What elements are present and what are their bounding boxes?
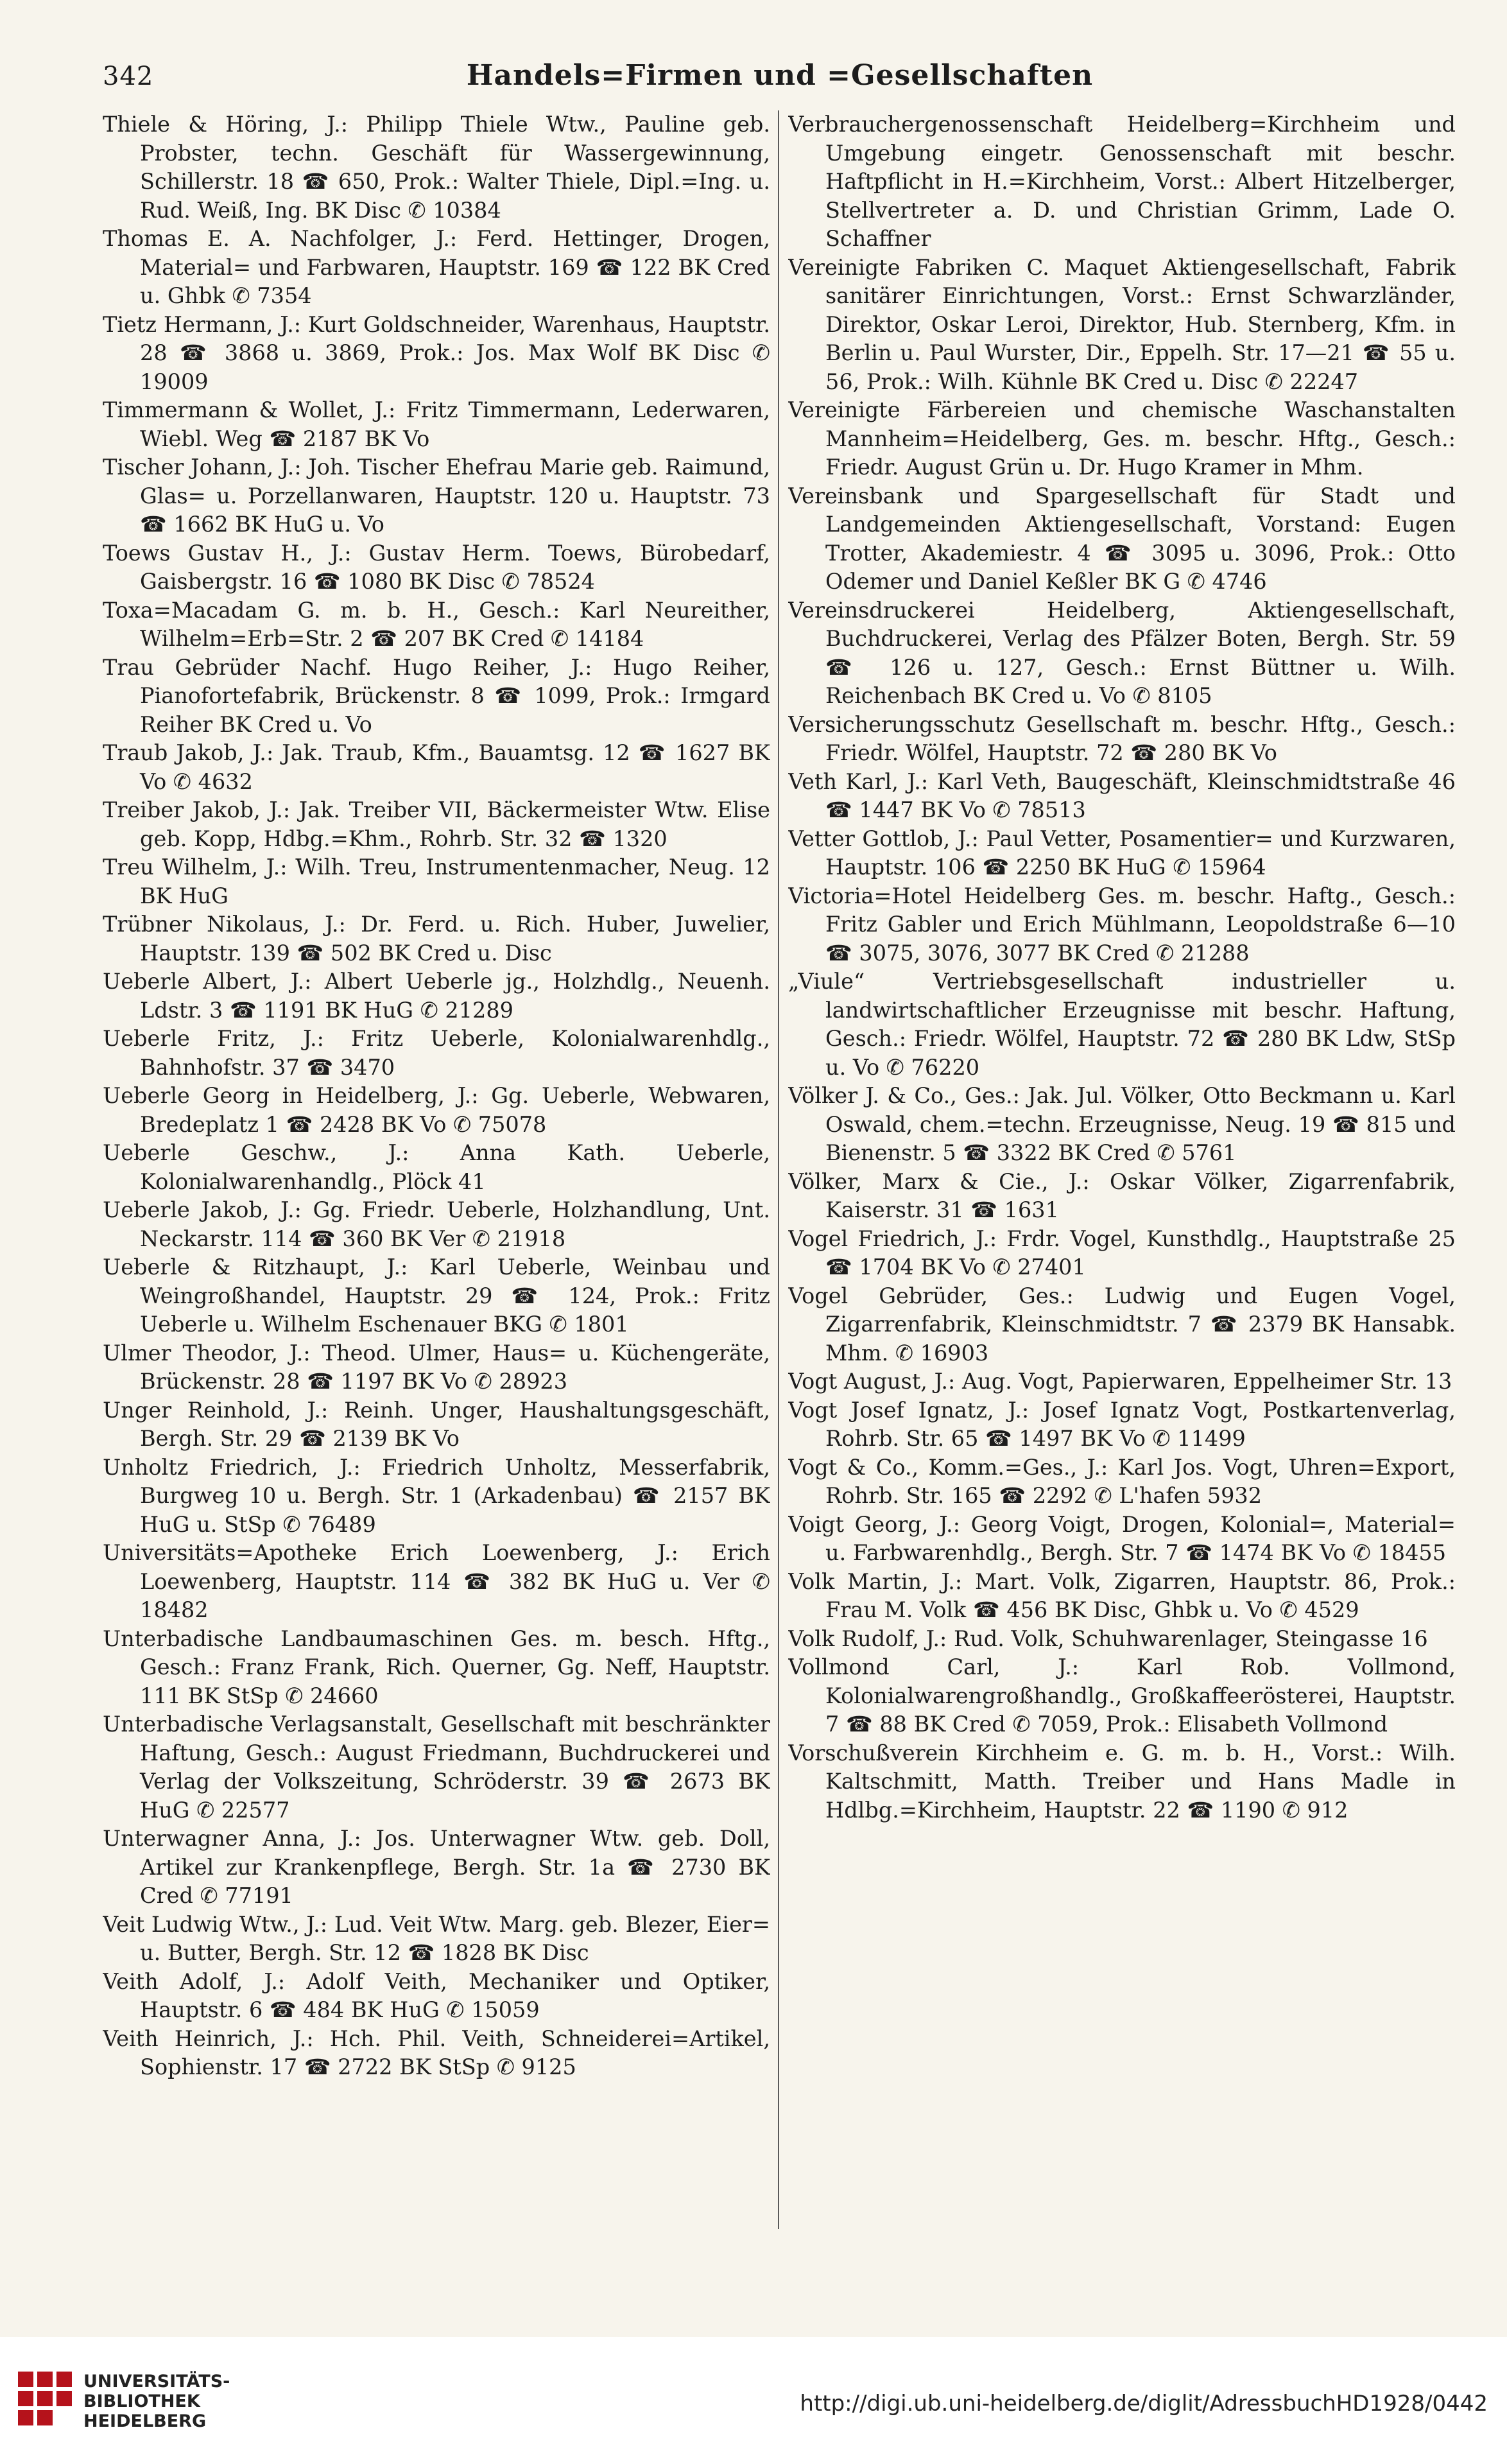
directory-entry: Universitäts=Apotheke Erich Loewenberg, J.: Erich Loewenberg, Hauptstr. 114 ☎ 382 BK HuG u. Ver ✆ 18482 [103, 1540, 770, 1622]
directory-entry: Toews Gustav H., J.: Gustav Herm. Toews, Bürobedarf, Gaisbergstr. 16 ☎ 1080 BK Disc ✆ 78524 [103, 540, 770, 594]
page-number: 342 [103, 62, 154, 91]
directory-entry: Toxa=Macadam G. m. b. H., Gesch.: Karl Neureither, Wilhelm=Erb=Str. 2 ☎ 207 BK Cred ✆ 14184 [103, 597, 770, 651]
directory-entry: Veit Ludwig Wtw., J.: Lud. Veit Wtw. Marg. geb. Blezer, Eier= u. Butter, Bergh. Str. 12 ☎ 1828 BK Disc [103, 1911, 770, 1965]
directory-entry: Veith Adolf, J.: Adolf Veith, Mechaniker und Optiker, Hauptstr. 6 ☎ 484 BK HuG ✆ 15059 [103, 1968, 770, 2022]
directory-entry: Unholtz Friedrich, J.: Friedrich Unholtz, Messerfabrik, Burgweg 10 u. Bergh. Str. 1 (Arkadenbau) ☎ 2157 BK HuG u. StSp ✆ 76489 [103, 1454, 770, 1537]
directory-entry: Voigt Georg, J.: Georg Voigt, Drogen, Kolonial=, Material= u. Farbwarenhdlg., Bergh. Str. 7 ☎ 1474 BK Vo ✆ 18455 [788, 1511, 1456, 1565]
directory-entry: Vereinsdruckerei Heidelberg, Aktiengesellschaft, Buchdruckerei, Verlag des Pfälzer Boten, Bergh. Str. 59 ☎ 126 u. 127, Gesch.: Ernst Büttner u. Wilh. Reichenbach BK Cred u. Vo ✆ 8105 [788, 597, 1456, 708]
directory-entry: Vogel Friedrich, J.: Frdr. Vogel, Kunsthdlg., Hauptstraße 25 ☎ 1704 BK Vo ✆ 27401 [788, 1226, 1456, 1280]
directory-entry: Veth Karl, J.: Karl Veth, Baugeschäft, Kleinschmidtstraße 46 ☎ 1447 BK Vo ✆ 78513 [788, 768, 1456, 822]
directory-entry: Traub Jakob, J.: Jak. Traub, Kfm., Bauamtsg. 12 ☎ 1627 BK Vo ✆ 4632 [103, 740, 770, 794]
directory-entry: Treiber Jakob, J.: Jak. Treiber VII, Bäckermeister Wtw. Elise geb. Kopp, Hdbg.=Khm., Rohrb. Str. 32 ☎ 1320 [103, 797, 770, 851]
directory-entry: Unterbadische Verlagsanstalt, Gesellschaft mit beschränkter Haftung, Gesch.: August Friedmann, Buchdruckerei und Verlag der Volkszeitung, Schröderstr. 39 ☎ 2673 BK HuG ✆ 22577 [103, 1712, 770, 1823]
right-column [788, 110, 1456, 2241]
directory-entry: Verbrauchergenossenschaft Heidelberg=Kirchheim und Umgebung eingetr. Genossenschaft mit beschr. Haftpflicht in H.=Kirchheim, Vorst.: Albert Hitzelberger, Stellvertreter a. D. und Christian Grimm, Lade O. Schaffner [788, 112, 1456, 251]
directory-entry: Timmermann & Wollet, J.: Fritz Timmermann, Lederwaren, Wiebl. Weg ☎ 2187 BK Vo [103, 397, 770, 451]
directory-entry: Vereinigte Fabriken C. Maquet Aktiengesellschaft, Fabrik sanitärer Einrichtungen, Vorst.: Ernst Schwarzländer, Direktor, Oskar Leroi, Direktor, Hub. Sternberg, Kfm. in Berlin u. Paul Wurster, Dir., Eppelh. Str. 17—21 ☎ 55 u. 56, Prok.: Wilh. Kühnle BK Cred u. Disc ✆ 22247 [788, 254, 1456, 394]
library-name-line: BIBLIOTHEK [83, 2391, 200, 2411]
directory-entry: Vogel Gebrüder, Ges.: Ludwig und Eugen Vogel, Zigarrenfabrik, Kleinschmidtstr. 7 ☎ 2379 BK Hansabk. Mhm. ✆ 16903 [788, 1283, 1456, 1366]
directory-entry: Vorschußverein Kirchheim e. G. m. b. H., Vorst.: Wilh. Kaltschmitt, Matth. Treiber und Hans Madle in Hdlbg.=Kirchheim, Hauptstr. 22 ☎ 1190 ✆ 912 [788, 1740, 1456, 1823]
directory-entry: Ueberle Fritz, J.: Fritz Ueberle, Kolonialwarenhdlg., Bahnhofstr. 37 ☎ 3470 [103, 1026, 770, 1080]
directory-entry: Ueberle Georg in Heidelberg, J.: Gg. Ueberle, Webwaren, Bredeplatz 1 ☎ 2428 BK Vo ✆ 75078 [103, 1083, 770, 1137]
directory-entry: Ueberle Jakob, J.: Gg. Friedr. Ueberle, Holzhandlung, Unt. Neckarstr. 114 ☎ 360 BK Ver ✆ 21918 [103, 1197, 770, 1251]
directory-entry: Tietz Hermann, J.: Kurt Goldschneider, Warenhaus, Hauptstr. 28 ☎ 3868 u. 3869, Prok.: Jos. Max Wolf BK Disc ✆ 19009 [103, 311, 770, 394]
directory-entry: Vogt & Co., Komm.=Ges., J.: Karl Jos. Vogt, Uhren=Export, Rohrb. Str. 165 ☎ 2292 ✆ L'hafen 5932 [788, 1454, 1456, 1508]
library-name-line: UNIVERSITÄTS- [83, 2372, 230, 2391]
directory-entry: Vereinigte Färbereien und chemische Waschanstalten Mannheim=Heidelberg, Ges. m. beschr. Hftg., Gesch.: Friedr. August Grün u. Dr. Hugo Kramer in Mhm. [788, 397, 1456, 480]
directory-entry: Ulmer Theodor, J.: Theod. Ulmer, Haus= u. Küchengeräte, Brückenstr. 28 ☎ 1197 BK Vo ✆ 28923 [103, 1340, 770, 1394]
source-url-link[interactable]: http://digi.ub.uni-heidelberg.de/diglit/AdressbuchHD1928/0442 [800, 2391, 1488, 2416]
library-name [83, 2372, 230, 2431]
directory-entry: Ueberle Albert, J.: Albert Ueberle jg., Holzhdlg., Neuenh. Ldstr. 3 ☎ 1191 BK HuG ✆ 21289 [103, 969, 770, 1023]
directory-entry: Victoria=Hotel Heidelberg Ges. m. beschr. Haftg., Gesch.: Fritz Gabler und Erich Mühlmann, Leopoldstraße 6—10 ☎ 3075, 3076, 3077 BK Cred ✆ 21288 [788, 883, 1456, 966]
directory-entry: Vereinsbank und Spargesellschaft für Stadt und Landgemeinden Aktiengesellschaft, Vorstand: Eugen Trotter, Akademiestr. 4 ☎ 3095 u. 3096, Prok.: Otto Odemer und Daniel Keßler BK G ✆ 4746 [788, 483, 1456, 594]
left-column [103, 110, 770, 2241]
viewer-footer [0, 2337, 1507, 2464]
directory-entry: Vollmond Carl, J.: Karl Rob. Vollmond, Kolonialwarengroßhandlg., Großkaffeerösterei, Hauptstr. 7 ☎ 88 BK Cred ✆ 7059, Prok.: Elisabeth Vollmond [788, 1654, 1456, 1737]
directory-entry: „Viule“ Vertriebsgesellschaft industrieller u. landwirtschaftlicher Erzeugnisse mit beschr. Haftung, Gesch.: Friedr. Wölfel, Hauptstr. 72 ☎ 280 BK Ldw, StSp u. Vo ✆ 76220 [788, 969, 1456, 1080]
directory-entry: Treu Wilhelm, J.: Wilh. Treu, Instrumentenmacher, Neug. 12 BK HuG [103, 855, 770, 908]
directory-entry: Trau Gebrüder Nachf. Hugo Reiher, J.: Hugo Reiher, Pianofortefabrik, Brückenstr. 8 ☎ 1099, Prok.: Irmgard Reiher BK Cred u. Vo [103, 654, 770, 737]
directory-entry: Thomas E. A. Nachfolger, J.: Ferd. Hettinger, Drogen, Material= und Farbwaren, Hauptstr. 169 ☎ 122 BK Cred u. Ghbk ✆ 7354 [103, 226, 770, 308]
directory-entry: Völker, Marx & Cie., J.: Oskar Völker, Zigarrenfabrik, Kaiserstr. 31 ☎ 1631 [788, 1168, 1456, 1222]
directory-entry: Veith Heinrich, J.: Hch. Phil. Veith, Schneiderei=Artikel, Sophienstr. 17 ☎ 2722 BK StSp ✆ 9125 [103, 2026, 770, 2079]
directory-entry: Versicherungsschutz Gesellschaft m. beschr. Hftg., Gesch.: Friedr. Wölfel, Hauptstr. 72 ☎ 280 BK Vo [788, 711, 1456, 765]
library-logo-icon [18, 2372, 72, 2425]
directory-entry: Unger Reinhold, J.: Reinh. Unger, Haushaltungsgeschäft, Bergh. Str. 29 ☎ 2139 BK Vo [103, 1397, 770, 1451]
column-divider [778, 110, 779, 2229]
page-header [103, 56, 1457, 101]
library-name-line: HEIDELBERG [83, 2411, 207, 2431]
directory-entry: Volk Rudolf, J.: Rud. Volk, Schuhwarenlager, Steingasse 16 [788, 1626, 1428, 1651]
directory-entry: Unterwagner Anna, J.: Jos. Unterwagner Wtw. geb. Doll, Artikel zur Krankenpflege, Bergh. Str. 1a ☎ 2730 BK Cred ✆ 77191 [103, 1826, 770, 1908]
running-title: Handels=Firmen und =Gesellschaften [466, 59, 1094, 92]
directory-entry: Vogt Josef Ignatz, J.: Josef Ignatz Vogt, Postkartenverlag, Rohrb. Str. 65 ☎ 1497 BK Vo ✆ 11499 [788, 1397, 1456, 1451]
directory-entry: Thiele & Höring, J.: Philipp Thiele Wtw., Pauline geb. Probster, techn. Geschäft für Wassergewinnung, Schillerstr. 18 ☎ 650, Prok.: Walter Thiele, Dipl.=Ing. u. Rud. Weiß, Ing. BK Disc ✆ 10384 [103, 112, 770, 223]
directory-entry: Vetter Gottlob, J.: Paul Vetter, Posamentier= und Kurzwaren, Hauptstr. 106 ☎ 2250 BK HuG ✆ 15964 [788, 826, 1456, 880]
directory-entry: Ueberle Geschw., J.: Anna Kath. Ueberle, Kolonialwarenhandlg., Plöck 41 [103, 1140, 770, 1194]
directory-entry: Volk Martin, J.: Mart. Volk, Zigarren, Hauptstr. 86, Prok.: Frau M. Volk ☎ 456 BK Disc, Ghbk u. Vo ✆ 4529 [788, 1568, 1456, 1622]
directory-entry: Völker J. & Co., Ges.: Jak. Jul. Völker, Otto Beckmann u. Karl Oswald, chem.=techn. Erzeugnisse, Neug. 19 ☎ 815 und Bienenstr. 5 ☎ 3322 BK Cred ✆ 5761 [788, 1083, 1456, 1165]
directory-entry: Vogt August, J.: Aug. Vogt, Papierwaren, Eppelheimer Str. 13 [788, 1369, 1452, 1394]
directory-entry: Tischer Johann, J.: Joh. Tischer Ehefrau Marie geb. Raimund, Glas= u. Porzellanwaren, Hauptstr. 120 u. Hauptstr. 73 ☎ 1662 BK HuG u. Vo [103, 455, 770, 537]
directory-entry: Trübner Nikolaus, J.: Dr. Ferd. u. Rich. Huber, Juwelier, Hauptstr. 139 ☎ 502 BK Cred u. Disc [103, 912, 770, 966]
directory-entry: Unterbadische Landbaumaschinen Ges. m. besch. Hftg., Gesch.: Franz Frank, Rich. Querner, Gg. Neff, Hauptstr. 111 BK StSp ✆ 24660 [103, 1626, 770, 1708]
library-logo[interactable] [18, 2368, 230, 2438]
directory-entry: Ueberle & Ritzhaupt, J.: Karl Ueberle, Weinbau und Weingroßhandel, Hauptstr. 29 ☎ 124, Prok.: Fritz Ueberle u. Wilhelm Eschenauer BKG ✆ 1801 [103, 1254, 770, 1337]
